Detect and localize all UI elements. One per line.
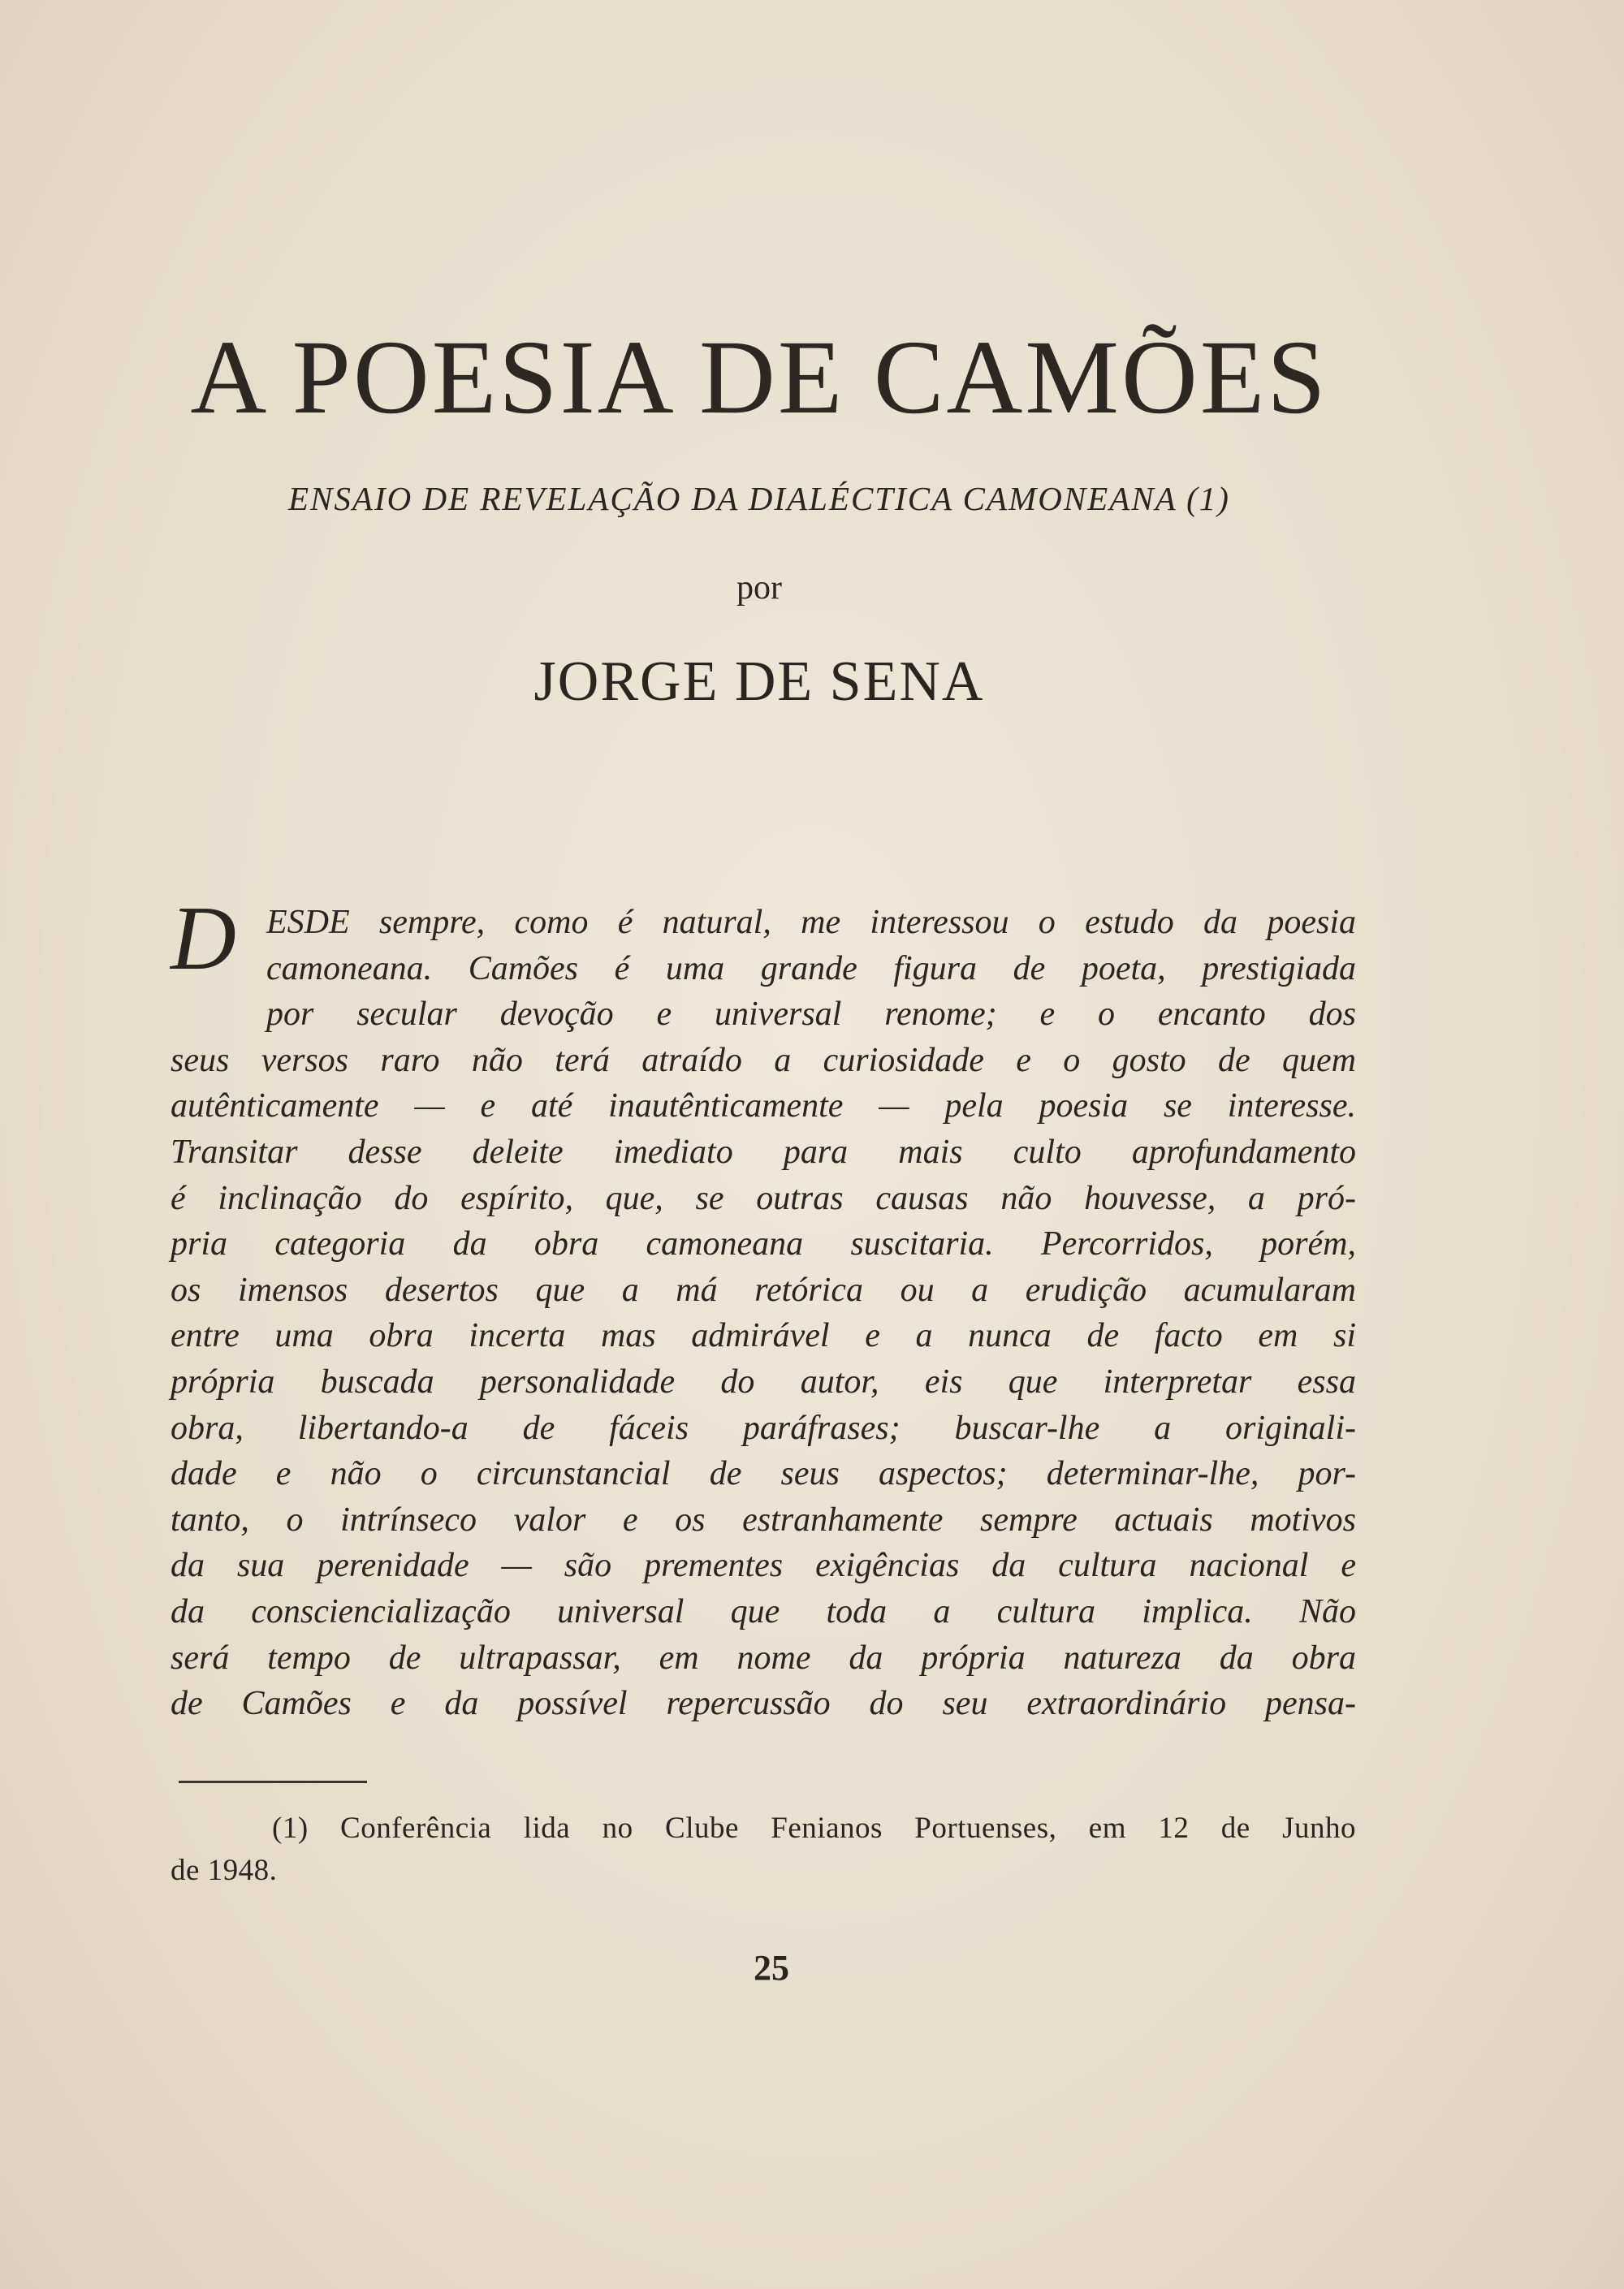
- body-line: de Camões e da possível repercussão do seu extraordinário pensa-: [171, 1685, 1356, 1723]
- body-line: própria buscada personalidade do autor, eis que interpretar essa: [171, 1363, 1356, 1401]
- body-line: os imensos desertos que a má retórica ou a erudição acumularam: [171, 1271, 1356, 1309]
- body-line: tanto, o intrínseco valor e os estranhamente sempre actuais motivos: [171, 1501, 1356, 1539]
- byline-por: por: [736, 569, 782, 607]
- article-subtitle: ENSAIO DE REVELAÇÃO DA DIALÉCTICA CAMONEANA (1): [288, 480, 1230, 517]
- page-number: 25: [754, 1948, 789, 1988]
- body-line: dade e não o circunstancial de seus aspectos; determinar-lhe, por-: [171, 1455, 1356, 1493]
- footnote-divider: [179, 1781, 367, 1783]
- body-line: Transitar desse deleite imediato para mais culto aprofundamento: [171, 1133, 1356, 1171]
- body-line: da consciencialização universal que toda a cultura implica. Não: [171, 1592, 1356, 1630]
- body-paragraph: [171, 900, 1356, 1727]
- drop-cap: D: [171, 888, 236, 989]
- footnote: [171, 1807, 1356, 1892]
- body-line: é inclinação do espírito, que, se outras causas não houvesse, a pró-: [171, 1179, 1356, 1217]
- body-line: obra, libertando-a de fáceis paráfrases; buscar-lhe a originali-: [171, 1409, 1356, 1447]
- footnote-line: de 1948.: [171, 1854, 278, 1887]
- body-line: pria categoria da obra camoneana suscitaria. Percorridos, porém,: [171, 1225, 1356, 1263]
- body-line: ESDE sempre, como é natural, me interessou o estudo da poesia: [266, 904, 1356, 941]
- article-title: A POESIA DE CAMÕES: [190, 319, 1328, 436]
- body-line: por secular devoção e universal renome; e o encanto dos: [266, 995, 1356, 1034]
- footnote-line: (1) Conferência lida no Clube Fenianos Portuenses, em 12 de Junho: [272, 1812, 1356, 1845]
- body-line: autênticamente — e até inautênticamente — pela poesia se interesse.: [171, 1087, 1356, 1125]
- author-name: JORGE DE SENA: [533, 650, 985, 713]
- body-line: seus versos raro não terá atraído a curiosidade e o gosto de quem: [171, 1041, 1356, 1079]
- body-line: da sua perenidade — são prementes exigências da cultura nacional e: [171, 1547, 1356, 1585]
- body-line: camoneana. Camões é uma grande figura de poeta, prestigiada: [266, 949, 1356, 987]
- body-line: entre uma obra incerta mas admirável e a nunca de facto em si: [171, 1317, 1356, 1355]
- body-line: será tempo de ultrapassar, em nome da própria natureza da obra: [171, 1639, 1356, 1677]
